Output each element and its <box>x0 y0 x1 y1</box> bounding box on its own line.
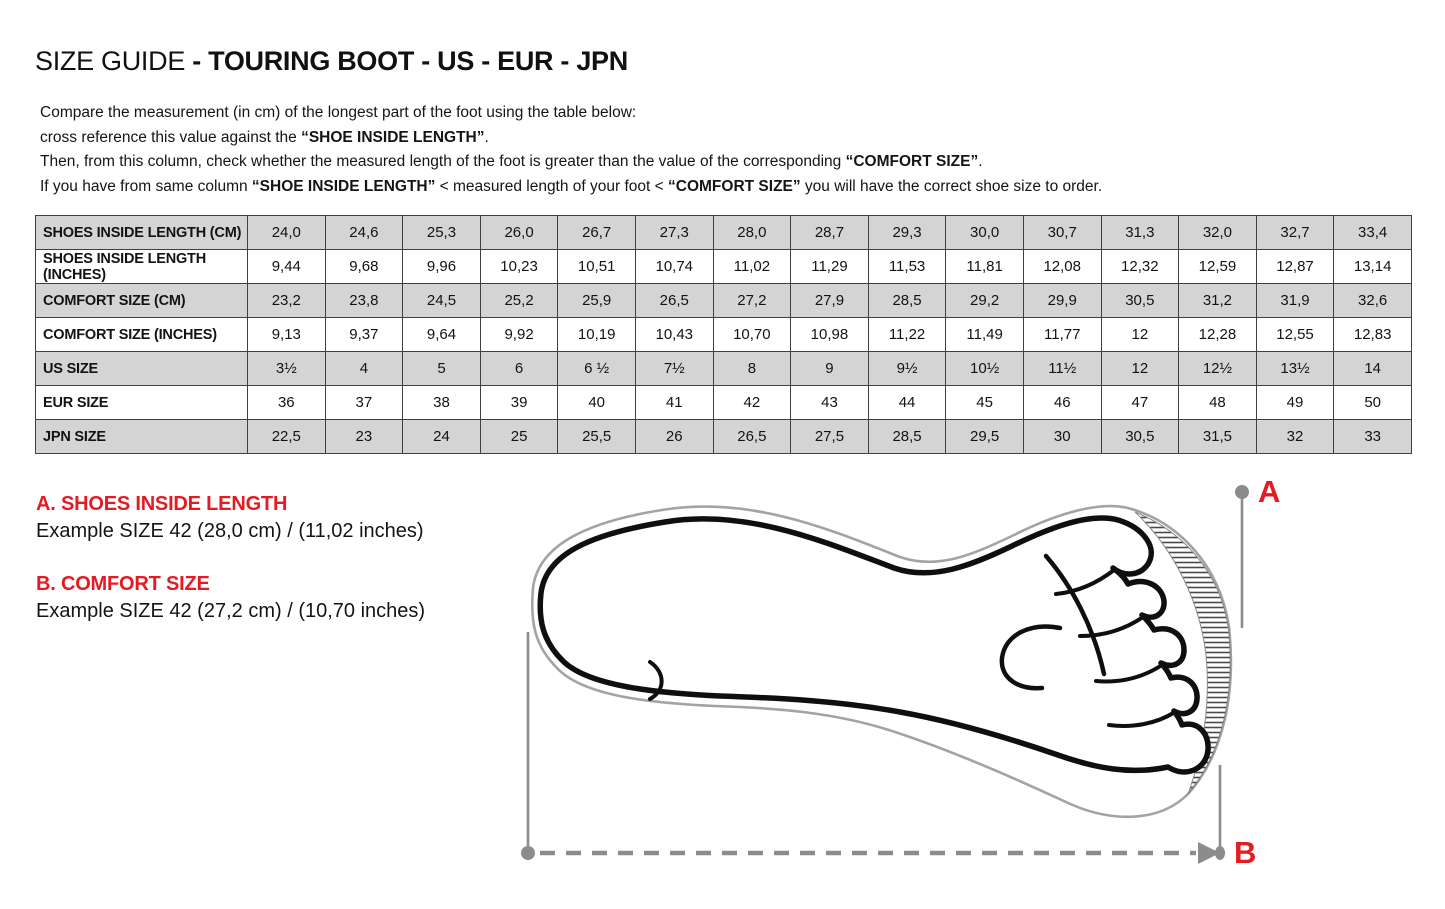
table-row <box>36 386 1412 420</box>
row-label: US SIZE <box>36 352 248 386</box>
size-cell: 32,6 <box>1334 284 1412 318</box>
size-cell: 39 <box>480 386 558 420</box>
size-cell: 26,5 <box>635 284 713 318</box>
row-label: JPN SIZE <box>36 420 248 454</box>
legend-b-example: Example SIZE 42 (27,2 cm) / (10,70 inches) <box>36 600 426 622</box>
page-title-light: SIZE GUIDE <box>35 46 193 76</box>
instruction-line-4: If you have from same column “SHOE INSIDE LENGTH” < measured length of your foot < “COMFORT SIZE” you will have the correct shoe size to order. <box>40 177 1103 195</box>
table-row <box>36 352 1412 386</box>
size-cell: 23,8 <box>325 284 403 318</box>
size-cell: 10,51 <box>558 250 636 284</box>
size-cell: 47 <box>1101 386 1179 420</box>
size-cell: 41 <box>635 386 713 420</box>
size-cell: 31,9 <box>1256 284 1334 318</box>
size-cell: 10,98 <box>791 318 869 352</box>
size-cell: 9,44 <box>248 250 326 284</box>
table-row <box>36 284 1412 318</box>
size-cell: 40 <box>558 386 636 420</box>
diagram-label-b: B <box>1234 835 1257 870</box>
size-cell: 24 <box>403 420 481 454</box>
size-cell: 12,08 <box>1023 250 1101 284</box>
size-cell: 36 <box>248 386 326 420</box>
size-cell: 9½ <box>868 352 946 386</box>
page-title <box>35 46 628 77</box>
size-cell: 28,5 <box>868 420 946 454</box>
size-cell: 9,64 <box>403 318 481 352</box>
size-cell: 12,55 <box>1256 318 1334 352</box>
size-cell: 9,92 <box>480 318 558 352</box>
diagram-label-a: A <box>1258 474 1281 509</box>
size-cell: 11,53 <box>868 250 946 284</box>
size-cell: 25,9 <box>558 284 636 318</box>
instruction-line-3: Then, from this column, check whether the measured length of the foot is greater than the value of the corresponding “COMFORT SIZE”. <box>40 153 983 171</box>
size-cell: 44 <box>868 386 946 420</box>
size-cell: 10,74 <box>635 250 713 284</box>
size-cell: 11½ <box>1023 352 1101 386</box>
size-cell: 12,32 <box>1101 250 1179 284</box>
size-cell: 31,2 <box>1179 284 1257 318</box>
size-cell: 27,9 <box>791 284 869 318</box>
size-cell: 9,37 <box>325 318 403 352</box>
size-cell: 7½ <box>635 352 713 386</box>
size-cell: 12 <box>1101 352 1179 386</box>
legend-a-title: A. SHOES INSIDE LENGTH <box>36 493 288 515</box>
size-cell: 10,43 <box>635 318 713 352</box>
instructions <box>40 101 1102 199</box>
size-cell: 32,0 <box>1179 216 1257 250</box>
size-cell: 24,5 <box>403 284 481 318</box>
size-cell: 6 <box>480 352 558 386</box>
table-row <box>36 318 1412 352</box>
size-cell: 4 <box>325 352 403 386</box>
size-cell: 12,83 <box>1334 318 1412 352</box>
size-cell: 28,5 <box>868 284 946 318</box>
size-cell: 26,7 <box>558 216 636 250</box>
size-cell: 45 <box>946 386 1024 420</box>
size-cell: 30 <box>1023 420 1101 454</box>
size-cell: 28,7 <box>791 216 869 250</box>
row-label: COMFORT SIZE (INCHES) <box>36 318 248 352</box>
size-cell: 11,22 <box>868 318 946 352</box>
size-cell: 25,5 <box>558 420 636 454</box>
size-cell: 11,02 <box>713 250 791 284</box>
size-cell: 29,3 <box>868 216 946 250</box>
size-cell: 10,19 <box>558 318 636 352</box>
size-table <box>35 215 1412 454</box>
size-cell: 5 <box>403 352 481 386</box>
size-cell: 27,5 <box>791 420 869 454</box>
size-cell: 37 <box>325 386 403 420</box>
size-cell: 8 <box>713 352 791 386</box>
size-cell: 10,23 <box>480 250 558 284</box>
size-cell: 24,6 <box>325 216 403 250</box>
table-row <box>36 250 1412 284</box>
size-cell: 9,96 <box>403 250 481 284</box>
size-cell: 26 <box>635 420 713 454</box>
size-cell: 11,49 <box>946 318 1024 352</box>
size-cell: 26,0 <box>480 216 558 250</box>
size-cell: 38 <box>403 386 481 420</box>
size-cell: 46 <box>1023 386 1101 420</box>
size-cell: 30,7 <box>1023 216 1101 250</box>
size-cell: 30,5 <box>1101 284 1179 318</box>
size-cell: 3½ <box>248 352 326 386</box>
size-cell: 11,81 <box>946 250 1024 284</box>
size-cell: 12 <box>1101 318 1179 352</box>
size-cell: 29,5 <box>946 420 1024 454</box>
size-cell: 32,7 <box>1256 216 1334 250</box>
size-cell: 33,4 <box>1334 216 1412 250</box>
size-cell: 42 <box>713 386 791 420</box>
size-cell: 30,0 <box>946 216 1024 250</box>
size-cell: 33 <box>1334 420 1412 454</box>
size-cell: 22,5 <box>248 420 326 454</box>
size-cell: 23 <box>325 420 403 454</box>
size-cell: 25,2 <box>480 284 558 318</box>
row-label: SHOES INSIDE LENGTH (INCHES) <box>36 250 248 284</box>
instruction-line-1: Compare the measurement (in cm) of the longest part of the foot using the table below: <box>40 104 637 121</box>
size-cell: 29,2 <box>946 284 1024 318</box>
size-cell: 6 ½ <box>558 352 636 386</box>
size-cell: 10,70 <box>713 318 791 352</box>
table-row <box>36 420 1412 454</box>
size-cell: 43 <box>791 386 869 420</box>
size-cell: 27,3 <box>635 216 713 250</box>
size-cell: 49 <box>1256 386 1334 420</box>
size-cell: 9,13 <box>248 318 326 352</box>
size-cell: 12,59 <box>1179 250 1257 284</box>
legend-a-example: Example SIZE 42 (28,0 cm) / (11,02 inches) <box>36 520 424 542</box>
size-cell: 12,28 <box>1179 318 1257 352</box>
size-cell: 9 <box>791 352 869 386</box>
size-cell: 28,0 <box>713 216 791 250</box>
size-cell: 31,5 <box>1179 420 1257 454</box>
page-title-bold: - TOURING BOOT - US - EUR - JPN <box>192 46 628 76</box>
size-cell: 30,5 <box>1101 420 1179 454</box>
row-label: COMFORT SIZE (CM) <box>36 284 248 318</box>
size-cell: 25,3 <box>403 216 481 250</box>
row-label: SHOES INSIDE LENGTH (CM) <box>36 216 248 250</box>
size-cell: 32 <box>1256 420 1334 454</box>
row-label: EUR SIZE <box>36 386 248 420</box>
size-cell: 23,2 <box>248 284 326 318</box>
size-cell: 10½ <box>946 352 1024 386</box>
size-cell: 9,68 <box>325 250 403 284</box>
size-cell: 25 <box>480 420 558 454</box>
size-cell: 31,3 <box>1101 216 1179 250</box>
size-cell: 13,14 <box>1334 250 1412 284</box>
size-cell: 50 <box>1334 386 1412 420</box>
legend-b-title: B. COMFORT SIZE <box>36 573 210 595</box>
size-cell: 13½ <box>1256 352 1334 386</box>
size-cell: 11,77 <box>1023 318 1101 352</box>
table-row <box>36 216 1412 250</box>
instruction-line-2: cross reference this value against the “SHOE INSIDE LENGTH”. <box>40 128 489 146</box>
size-cell: 48 <box>1179 386 1257 420</box>
size-cell: 14 <box>1334 352 1412 386</box>
size-cell: 27,2 <box>713 284 791 318</box>
size-cell: 12½ <box>1179 352 1257 386</box>
size-table-body <box>36 216 1412 454</box>
size-cell: 24,0 <box>248 216 326 250</box>
size-cell: 26,5 <box>713 420 791 454</box>
foot-measurement-diagram <box>480 460 1445 909</box>
size-cell: 12,87 <box>1256 250 1334 284</box>
size-cell: 29,9 <box>1023 284 1101 318</box>
measurement-legend <box>36 491 425 651</box>
size-cell: 11,29 <box>791 250 869 284</box>
